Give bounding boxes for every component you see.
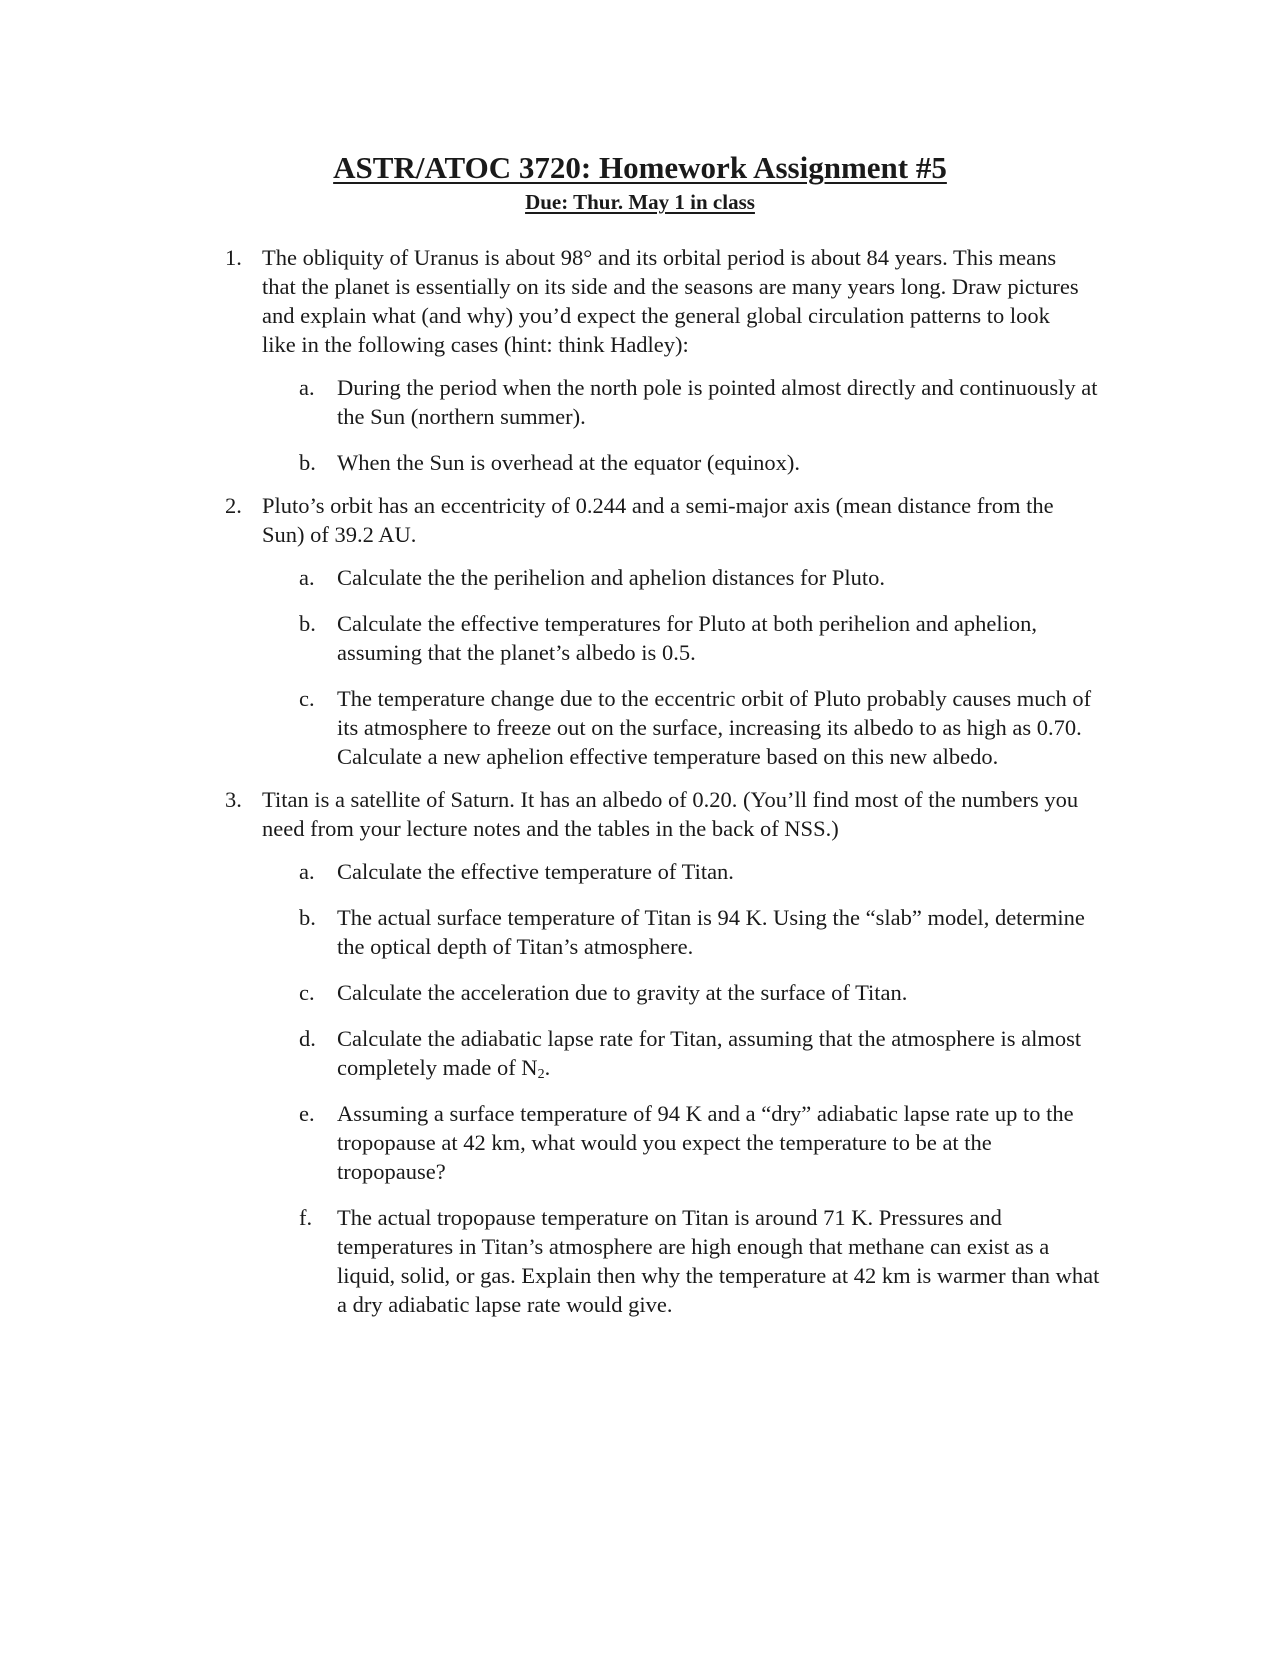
question-number: 1. bbox=[225, 245, 242, 270]
part-text: Calculate the the perihelion and aphelion distances for Pluto. bbox=[337, 565, 885, 590]
part-letter: e. bbox=[299, 1101, 315, 1126]
question-2-part-c bbox=[0, 684, 1280, 771]
question-text: Pluto’s orbit has an eccentricity of 0.244 and a semi-major axis (mean distance from the Sun) of 39.2 AU. bbox=[262, 493, 1054, 547]
question-2-part-b bbox=[0, 609, 1280, 667]
part-text: Calculate the effective temperature of Titan. bbox=[337, 859, 734, 884]
part-letter: b. bbox=[299, 450, 316, 475]
part-text: The temperature change due to the eccentric orbit of Pluto probably causes much of its atmosphere to freeze out on the surface, increasing its albedo to as high as 0.70. Calculate a new aphelion effective temperature based on this new albedo. bbox=[337, 686, 1092, 769]
part-letter: a. bbox=[299, 859, 315, 884]
question-3-part-e bbox=[0, 1099, 1280, 1186]
part-text: When the Sun is overhead at the equator (equinox). bbox=[337, 450, 800, 475]
part-text: Assuming a surface temperature of 94 K and a “dry” adiabatic lapse rate up to the tropopause at 42 km, what would you expect the temperature to be at the tropopause? bbox=[337, 1101, 1074, 1184]
question-3-part-b bbox=[0, 903, 1280, 961]
part-text: Calculate the acceleration due to gravity at the surface of Titan. bbox=[337, 980, 908, 1005]
part-text: During the period when the north pole is pointed almost directly and continuously at the Sun (northern summer). bbox=[337, 375, 1098, 429]
question-3-part-d bbox=[0, 1024, 1280, 1082]
subscript: 2 bbox=[537, 1067, 545, 1082]
part-letter: c. bbox=[299, 686, 315, 711]
part-letter: b. bbox=[299, 905, 316, 930]
question-1 bbox=[0, 243, 1280, 477]
part-letter: a. bbox=[299, 565, 315, 590]
question-1-part-a bbox=[0, 373, 1280, 431]
question-3-part-f bbox=[0, 1203, 1280, 1319]
document-title: ASTR/ATOC 3720: Homework Assignment #5 bbox=[333, 150, 947, 185]
question-text: The obliquity of Uranus is about 98° and its orbital period is about 84 years. This means that the planet is essentially on its side and the seasons are many years long. Draw pictures and explain what (and why) you’d expect the general global circulation patterns to look like in the following cases (hint: think Hadley): bbox=[262, 245, 1079, 357]
part-letter: f. bbox=[299, 1205, 313, 1230]
question-list bbox=[0, 243, 1280, 1333]
question-3-part-a bbox=[0, 857, 1280, 886]
part-letter: d. bbox=[299, 1026, 316, 1051]
question-number: 2. bbox=[225, 493, 242, 518]
part-text-main: Calculate the adiabatic lapse rate for Titan, assuming that the atmosphere is almost completely made of N bbox=[337, 1026, 1082, 1080]
question-parts bbox=[0, 563, 1280, 771]
question-3-part-c bbox=[0, 978, 1280, 1007]
question-1-part-b bbox=[0, 448, 1280, 477]
part-text-end: . bbox=[544, 1055, 551, 1080]
question-2 bbox=[0, 491, 1280, 771]
part-letter: a. bbox=[299, 375, 315, 400]
part-letter: c. bbox=[299, 980, 315, 1005]
part-text: Calculate the effective temperatures for Pluto at both perihelion and aphelion, assuming that the planet’s albedo is 0.5. bbox=[337, 611, 1037, 665]
question-parts bbox=[0, 857, 1280, 1319]
due-date: Due: Thur. May 1 in class bbox=[525, 190, 755, 214]
part-text bbox=[337, 1024, 1102, 1082]
question-2-part-a bbox=[0, 563, 1280, 592]
question-3 bbox=[0, 785, 1280, 1319]
part-letter: b. bbox=[299, 611, 316, 636]
question-parts bbox=[0, 373, 1280, 477]
part-text: The actual surface temperature of Titan is 94 K. Using the “slab” model, determine the optical depth of Titan’s atmosphere. bbox=[337, 905, 1085, 959]
question-number: 3. bbox=[225, 787, 242, 812]
part-text: The actual tropopause temperature on Titan is around 71 K. Pressures and temperatures in Titan’s atmosphere are high enough that methane can exist as a liquid, solid, or gas. Explain then why the temperature at 42 km is warmer than what a dry adiabatic lapse rate would give. bbox=[337, 1205, 1100, 1317]
question-text: Titan is a satellite of Saturn. It has an albedo of 0.20. (You’ll find most of the numbers you need from your lecture notes and the tables in the back of NSS.) bbox=[262, 787, 1079, 841]
